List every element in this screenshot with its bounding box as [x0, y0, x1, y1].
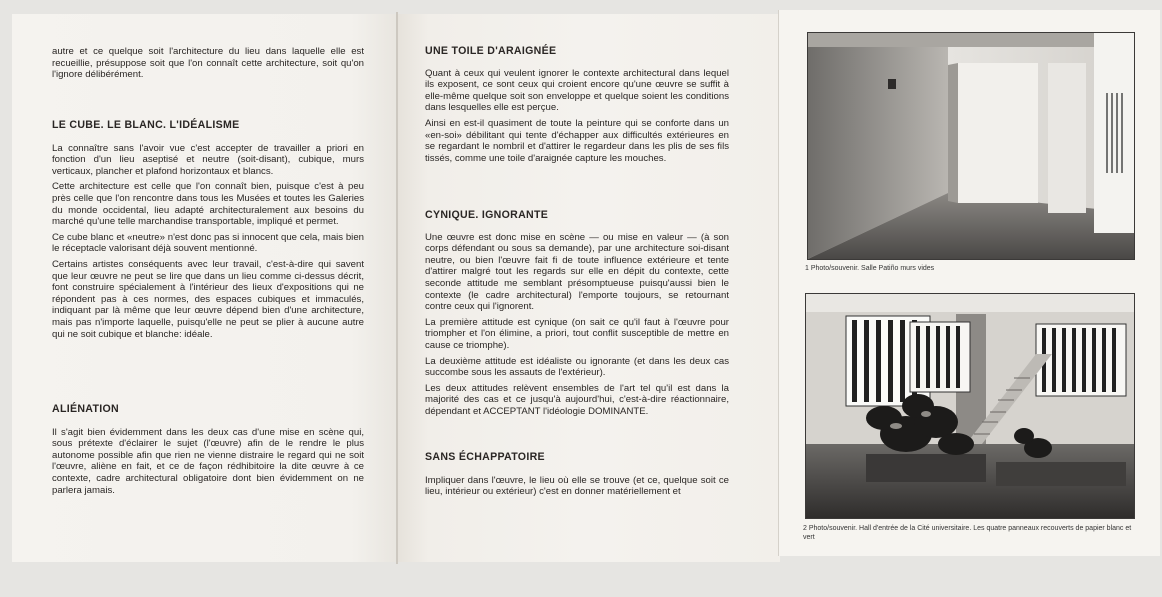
paragraph: Les deux attitudes relèvent ensembles de l'art tel qu'il est dans la majorité des cas et ce jusqu'à aujourd'hui, c'est-à-dire réactionnaire, dépendant et ACCEPTANT l'idéologie DOMINANTE. [425, 382, 729, 417]
right-page [778, 10, 1160, 556]
paragraph: Certains artistes conséquents avec leur travail, c'est-à-dire qui savent que leur œuvre ne peut se lire que dans un lieu comme ci-dessus décrit, font construire spécialement à l'intérieur des lieux d'expositions qui ne répondent pas à ces normes, des espaces cubiques et immaculés, indiquant par là même que leur œuvre dépend bien d'une architecture, mais pas n'importe laquelle, puisqu'elle ne peut se plier à aucune autre qui ne soit cubique et blanche: idéale. [52, 258, 364, 340]
paragraph: Impliquer dans l'œuvre, le lieu où elle se trouve (et ce, quelque soit ce lieu, intérieur ou extérieur) c'est en donner matériellement et [425, 474, 729, 498]
paragraph: Cette architecture est celle que l'on connaît bien, puisque c'est à peu près celle que l'on rencontre dans tous les Musées et toutes les Galeries du monde occidental, lieu adapté architecturalement aux besoins du marché qu'une telle marchandise transportable, impliqué et permet. [52, 181, 364, 228]
paragraph: La première attitude est cynique (on sait ce qu'il faut à l'œuvre pour triompher et l'on élimine, a priori, tout conflit susceptible de mettre en cause ce triomphe). [425, 316, 729, 351]
section-sans-echappatoire [425, 452, 729, 502]
paragraph: La connaître sans l'avoir vue c'est accepter de travailler a priori en fonction d'un lieu aseptisé et neutre (soit-disant), cubique, murs verticaux, plancher et plafond horizontaux et blancs. [52, 142, 364, 177]
left-intro-block [52, 46, 364, 85]
photo-empty-room [807, 32, 1135, 260]
section-heading: SANS ÉCHAPPATOIRE [425, 451, 545, 463]
paragraph: La deuxième attitude est idéaliste ou ignorante (et dans les deux cas succombe sous les assauts de l'extérieur). [425, 355, 729, 379]
paragraph: Une œuvre est donc mise en scène — ou mise en valeur — (à son corps défendant ou sous sa demande), par une architecture soi-disant neutre, ou bien l'œuvre fait fi de toute influence extérieure et tente d'attirer malgré tout les regards sur elle en dépit du contexte, cette seconde attitude me semblant présomptueuse puisqu'aussi bien le contexte (le cadre architectural) l'emporte toujours, se retournant contre ceux qui l'ignorent. [425, 231, 729, 313]
intro-paragraph: autre et ce quelque soit l'architecture du lieu dans laquelle elle est recueillie, présuppose soit que l'on connaît cette architecture, soit qu'on l'ignore délibérément. [52, 46, 364, 81]
section-heading: UNE TOILE D'ARAIGNÉE [425, 45, 557, 57]
photo-entrance-hall [805, 293, 1135, 519]
empty-room-image [808, 33, 1134, 259]
middle-page [398, 14, 780, 562]
section-toile [425, 46, 729, 168]
paragraph: Ce cube blanc et «neutre» n'est donc pas si innocent que cela, mais bien le réceptacle valorisant déjà souvent mentionné. [52, 231, 364, 255]
section-cynique [425, 210, 729, 422]
section-heading: CYNIQUE. IGNORANTE [425, 209, 549, 221]
section-cube [52, 120, 364, 344]
paragraph: Ainsi en est-il quasiment de toute la peinture qui se conforte dans un «en-soi» débilitant qui tente d'échapper aux difficultés extérieures en se regardant le nombril et d'attirer le regardeur dans les plis de ses fils tissés, comme une toile d'araignée capture les mouches. [425, 117, 729, 164]
paragraph: Quant à ceux qui veulent ignorer le contexte architectural dans lequel ils exposent, ce sont ceux qui croient encore qu'une œuvre se suffit à elle-même quelque soit son enveloppe et quelque soient les conditions dans lesquelles elle est perçue. [425, 67, 729, 114]
photo-caption-2: 2 Photo/souvenir. Hall d'entrée de la Cité universitaire. Les quatre panneaux recouverts de papier blanc et vert [803, 525, 1132, 541]
section-heading: ALIÉNATION [52, 403, 119, 415]
page-fold [396, 12, 398, 564]
section-heading: LE CUBE. LE BLANC. L'IDÉALISME [52, 119, 240, 131]
paragraph: Il s'agit bien évidemment dans les deux cas d'une mise en scène qui, sous prétexte d'éclairer le sujet (l'œuvre) afin de le rendre le plus autonome possible afin que rien ne vienne distraire le regard qui ne soit l'œuvre, aliène en fait, et ce de façon rédhibitoire la dite œuvre à ce contexte, cadre architectural obligatoire dont bien évidemment on ne parlera jamais. [52, 426, 364, 496]
left-page [12, 14, 398, 562]
entrance-hall-image [806, 294, 1134, 518]
section-alienation [52, 404, 364, 500]
photo-caption-1: 1 Photo/souvenir. Salle Patiño murs vides [805, 265, 935, 272]
